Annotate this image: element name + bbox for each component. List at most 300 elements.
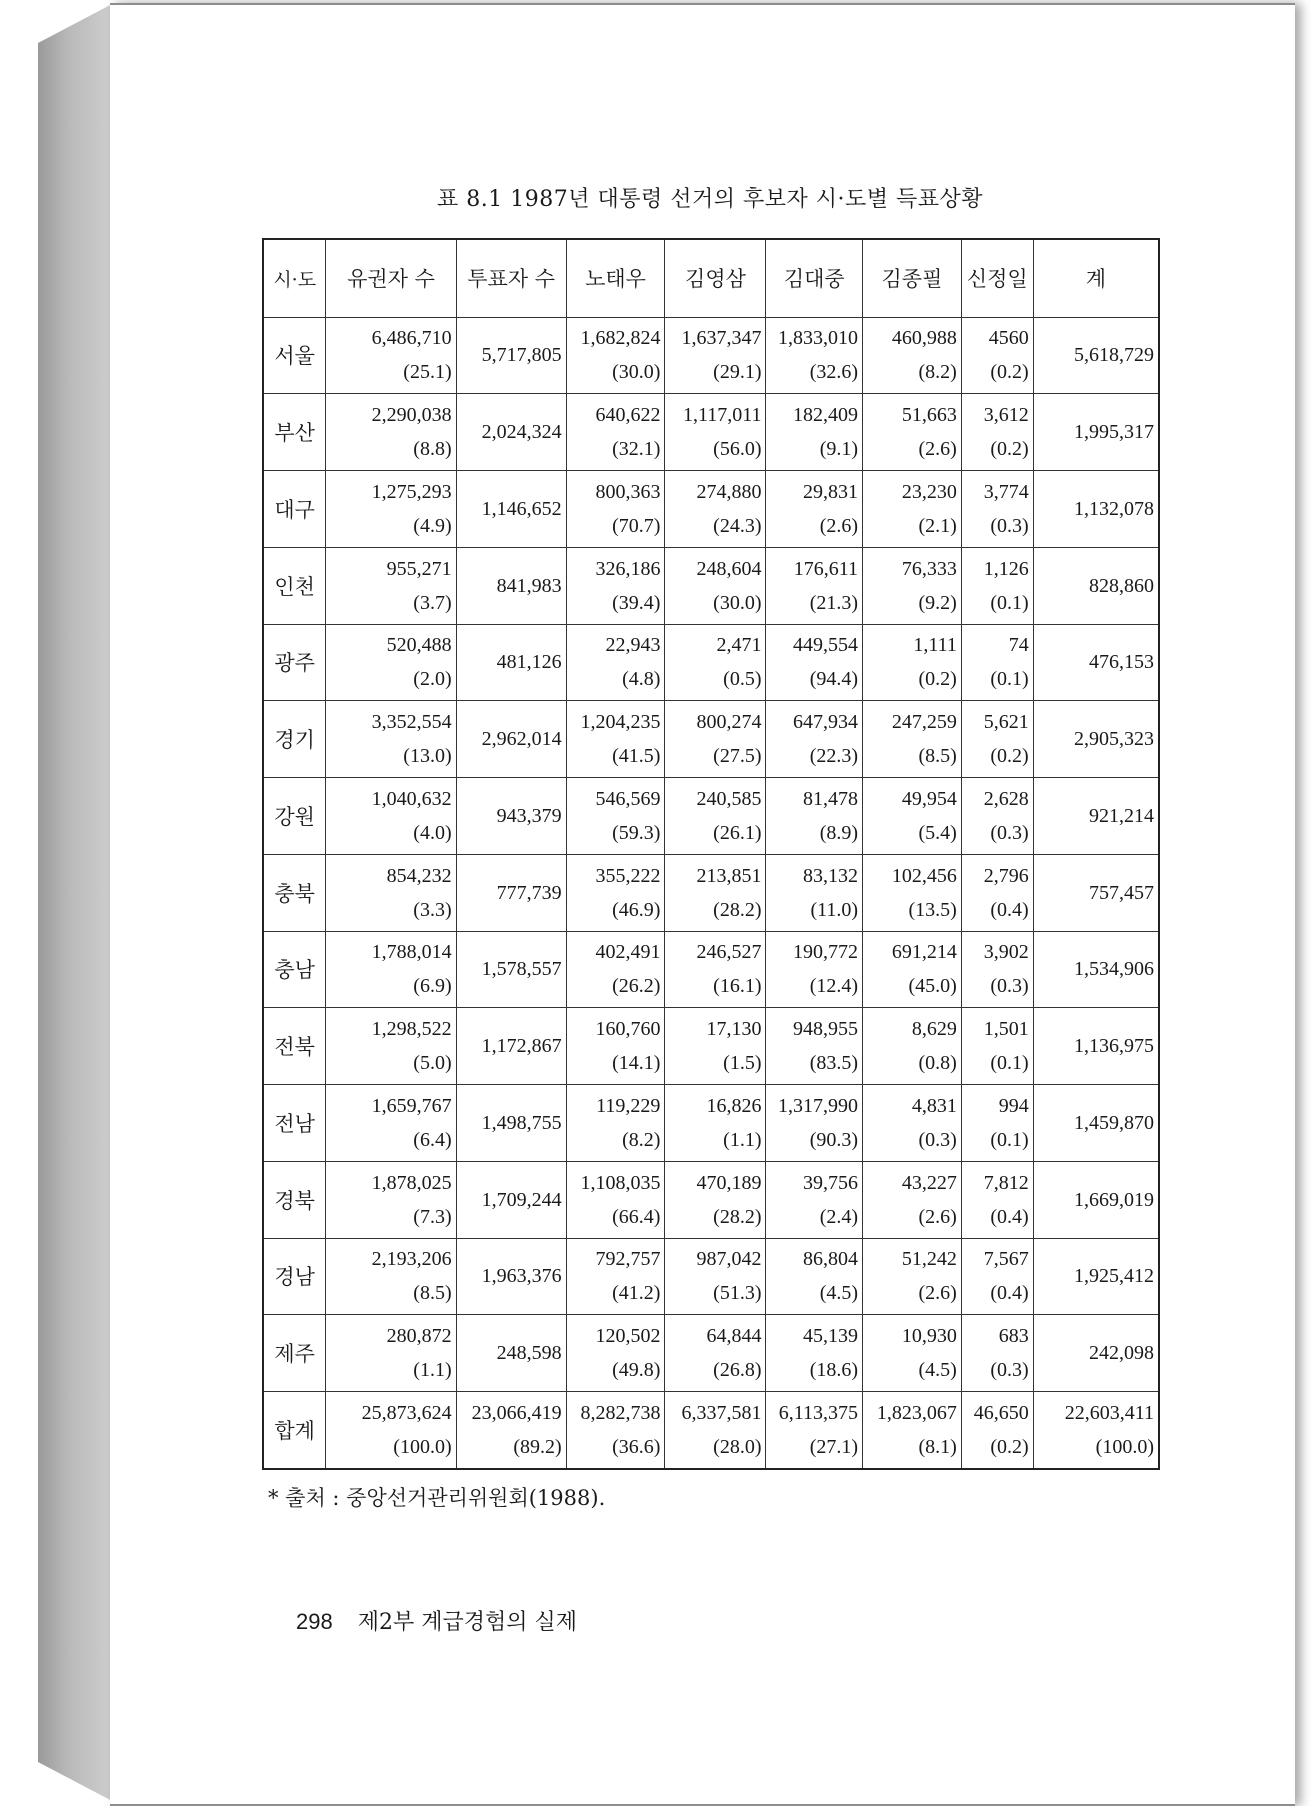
vote-count: 22,943 (605, 634, 661, 657)
region-cell: 경기 (263, 701, 326, 778)
value-cell (961, 394, 1033, 471)
vote-percent: (5.0) (413, 1052, 452, 1075)
value-cell (665, 317, 766, 394)
vote-percent: (7.3) (413, 1205, 452, 1228)
value-cell (766, 1315, 863, 1392)
vote-percent: (27.5) (713, 745, 762, 768)
value-cell (326, 471, 456, 548)
vote-percent: (28.2) (713, 1205, 762, 1228)
vote-percent: (0.3) (990, 514, 1029, 537)
vote-percent: (28.2) (713, 898, 762, 921)
vote-percent: (1.1) (723, 1128, 762, 1151)
vote-percent: (1.5) (723, 1052, 762, 1075)
vote-count: 6,337,581 (681, 1402, 762, 1424)
vote-percent: (41.2) (612, 1282, 661, 1305)
value-cell (766, 624, 863, 701)
region-cell: 충북 (263, 854, 326, 931)
value-cell (1033, 701, 1159, 778)
vote-percent: (4.0) (413, 821, 452, 844)
vote-count: 247,259 (891, 711, 957, 734)
vote-percent: (25.1) (403, 361, 452, 384)
value-cell (766, 1392, 863, 1470)
column-header: 노태우 (566, 239, 665, 317)
vote-percent: (8.5) (918, 745, 957, 768)
vote-percent: (26.1) (713, 821, 762, 844)
region-cell: 서울 (263, 317, 326, 394)
value-cell (665, 1008, 766, 1085)
vote-count: 948,955 (793, 1018, 859, 1041)
vote-percent: (18.6) (809, 1359, 859, 1382)
vote-count: 4560 (988, 327, 1029, 350)
vote-count: 402,491 (595, 941, 661, 964)
vote-count: 1,788,014 (371, 941, 452, 964)
vote-count: 45,139 (803, 1325, 859, 1348)
value-cell (1033, 1161, 1159, 1238)
page-footer (296, 1605, 577, 1636)
table-caption: 표 8.1 1987년 대통령 선거의 후보자 시·도별 득표상황 (437, 187, 983, 212)
value-cell (456, 471, 566, 548)
vote-percent: (0.1) (990, 1128, 1029, 1151)
vote-percent: (8.2) (622, 1128, 661, 1151)
vote-percent: (21.3) (809, 591, 859, 614)
value-cell (456, 547, 566, 624)
vote-percent: (32.1) (612, 438, 661, 461)
vote-count: 4,831 (911, 1094, 957, 1117)
value-cell (665, 1161, 766, 1238)
value-cell (456, 854, 566, 931)
vote-percent: (0.1) (990, 1052, 1029, 1075)
value-cell (961, 624, 1033, 701)
column-header: 김영삼 (665, 239, 766, 317)
vote-percent: (41.5) (612, 745, 661, 768)
vote-count: 6,486,710 (371, 327, 452, 350)
vote-percent: (2.0) (413, 668, 452, 691)
vote-count: 5,618,729 (1074, 344, 1154, 367)
vote-percent: (83.5) (809, 1052, 859, 1075)
vote-count: 841,983 (496, 574, 562, 597)
value-cell (566, 701, 665, 778)
value-cell (456, 1161, 566, 1238)
vote-percent: (13.0) (403, 745, 452, 768)
column-header: 계 (1033, 239, 1159, 317)
vote-count: 640,622 (595, 404, 661, 427)
vote-percent: (8.1) (918, 1436, 957, 1458)
value-cell (863, 624, 962, 701)
vote-percent: (0.4) (990, 898, 1029, 921)
vote-percent: (3.7) (413, 591, 452, 614)
table-row (263, 1315, 1159, 1392)
value-cell (665, 1392, 766, 1470)
value-cell (1033, 1392, 1159, 1470)
value-cell (456, 1085, 566, 1162)
value-cell (863, 317, 962, 394)
vote-percent: (59.3) (612, 821, 661, 844)
vote-count: 49,954 (901, 787, 957, 810)
value-cell (566, 624, 665, 701)
vote-percent: (70.7) (612, 514, 661, 537)
vote-count: 8,629 (911, 1018, 957, 1041)
vote-count: 25,873,624 (361, 1402, 452, 1424)
vote-percent: (94.4) (809, 668, 859, 691)
region-cell: 광주 (263, 624, 326, 701)
vote-count: 120,502 (595, 1325, 661, 1348)
vote-count: 51,663 (901, 404, 957, 427)
value-cell (766, 471, 863, 548)
vote-count: 16,826 (706, 1094, 762, 1117)
vote-percent: (100.0) (1095, 1436, 1154, 1458)
region-cell: 부산 (263, 394, 326, 471)
value-cell (766, 931, 863, 1008)
value-cell (961, 854, 1033, 931)
vote-count: 213,851 (696, 864, 762, 887)
column-header-region: 시·도 (263, 239, 326, 317)
vote-count: 51,242 (901, 1248, 957, 1271)
vote-percent: (32.6) (809, 361, 859, 384)
vote-percent: (0.4) (990, 1205, 1029, 1228)
value-cell (665, 1315, 766, 1392)
value-cell (961, 1238, 1033, 1315)
value-cell (1033, 471, 1159, 548)
vote-count: 3,774 (983, 480, 1029, 503)
vote-percent: (0.4) (990, 1282, 1029, 1305)
vote-count: 86,804 (803, 1248, 859, 1271)
value-cell (456, 1008, 566, 1085)
vote-count: 119,229 (596, 1094, 661, 1117)
value-cell (326, 1238, 456, 1315)
vote-count: 955,271 (386, 557, 452, 580)
value-cell (456, 1315, 566, 1392)
value-cell (326, 1008, 456, 1085)
vote-count: 757,457 (1089, 881, 1154, 904)
vote-count: 1,317,990 (778, 1094, 859, 1117)
value-cell (326, 317, 456, 394)
vote-percent: (4.9) (413, 514, 452, 537)
vote-percent: (39.4) (612, 591, 661, 614)
vote-count: 3,352,554 (371, 711, 452, 734)
table-row (263, 394, 1159, 471)
value-cell (863, 931, 962, 1008)
value-cell (1033, 317, 1159, 394)
value-cell (326, 778, 456, 855)
value-cell (456, 778, 566, 855)
value-cell (1033, 547, 1159, 624)
value-cell (961, 701, 1033, 778)
vote-count: 240,585 (696, 787, 762, 810)
vote-percent: (2.1) (918, 514, 957, 537)
vote-percent: (11.0) (810, 898, 859, 921)
vote-percent: (2.6) (918, 1282, 957, 1305)
value-cell (766, 1008, 863, 1085)
vote-percent: (0.2) (990, 361, 1029, 384)
value-cell (456, 317, 566, 394)
value-cell (766, 1238, 863, 1315)
vote-percent: (26.2) (612, 975, 661, 998)
value-cell (566, 1008, 665, 1085)
value-cell (456, 931, 566, 1008)
vote-count: 29,831 (803, 480, 859, 503)
vote-count: 2,905,323 (1074, 728, 1154, 751)
vote-count: 1,709,244 (481, 1188, 562, 1211)
region-cell: 전북 (263, 1008, 326, 1085)
vote-count: 74 (1008, 634, 1029, 657)
vote-count: 1,146,652 (481, 497, 562, 520)
value-cell (665, 624, 766, 701)
vote-percent: (4.8) (622, 668, 661, 691)
vote-percent: (51.3) (713, 1282, 762, 1305)
vote-count: 6,113,375 (778, 1402, 859, 1424)
vote-count: 10,930 (901, 1325, 957, 1348)
region-cell: 경남 (263, 1238, 326, 1315)
vote-count: 1,878,025 (371, 1171, 452, 1194)
election-results-table (262, 238, 1160, 1470)
vote-count: 248,604 (696, 557, 762, 580)
vote-percent: (8.9) (819, 821, 859, 844)
value-cell (1033, 394, 1159, 471)
vote-count: 683 (998, 1325, 1029, 1348)
vote-count: 1,136,975 (1074, 1035, 1154, 1058)
vote-count: 1,534,906 (1074, 958, 1154, 981)
vote-count: 1,172,867 (481, 1035, 562, 1058)
value-cell (961, 1008, 1033, 1085)
vote-count: 1,117,011 (682, 404, 762, 427)
vote-percent: (0.2) (990, 745, 1029, 768)
value-cell (1033, 1238, 1159, 1315)
value-cell (456, 701, 566, 778)
vote-count: 2,290,038 (371, 404, 452, 427)
value-cell (961, 778, 1033, 855)
vote-count: 8,282,738 (580, 1402, 661, 1424)
vote-percent: (24.3) (713, 514, 762, 537)
table-row (263, 854, 1159, 931)
vote-percent: (6.9) (413, 975, 452, 998)
region-cell: 제주 (263, 1315, 326, 1392)
vote-count: 691,214 (891, 941, 957, 964)
value-cell (566, 778, 665, 855)
vote-count: 246,527 (696, 941, 762, 964)
vote-count: 248,598 (496, 1342, 562, 1365)
value-cell (766, 317, 863, 394)
vote-percent: (12.4) (809, 975, 859, 998)
vote-count: 76,333 (901, 557, 957, 580)
table-header-row (263, 239, 1159, 317)
value-cell (326, 854, 456, 931)
vote-count: 1,298,522 (371, 1018, 452, 1041)
vote-count: 83,132 (803, 864, 859, 887)
value-cell (961, 547, 1033, 624)
value-cell (863, 1315, 962, 1392)
column-header: 유권자 수 (326, 239, 456, 317)
region-cell: 전남 (263, 1085, 326, 1162)
value-cell (665, 931, 766, 1008)
value-cell (863, 778, 962, 855)
value-cell (766, 854, 863, 931)
value-cell (566, 854, 665, 931)
vote-percent: (8.2) (918, 361, 957, 384)
vote-count: 2,628 (983, 787, 1029, 810)
vote-percent: (14.1) (612, 1052, 661, 1075)
value-cell (566, 394, 665, 471)
vote-count: 81,478 (803, 787, 859, 810)
vote-percent: (100.0) (393, 1436, 452, 1458)
vote-percent: (0.2) (918, 668, 957, 691)
vote-count: 449,554 (793, 634, 859, 657)
table-row (263, 1392, 1159, 1470)
table-row (263, 471, 1159, 548)
vote-count: 1,108,035 (580, 1171, 661, 1194)
value-cell (566, 1161, 665, 1238)
vote-percent: (0.3) (918, 1128, 957, 1151)
value-cell (566, 1315, 665, 1392)
value-cell (961, 1315, 1033, 1392)
vote-count: 46,650 (973, 1402, 1029, 1424)
vote-count: 1,126 (983, 557, 1029, 580)
value-cell (665, 854, 766, 931)
vote-count: 2,193,206 (371, 1248, 452, 1271)
vote-percent: (0.3) (990, 1359, 1029, 1382)
region-cell: 경북 (263, 1161, 326, 1238)
vote-percent: (5.4) (918, 821, 957, 844)
value-cell (456, 1238, 566, 1315)
vote-percent: (16.1) (713, 975, 762, 998)
vote-percent: (0.1) (990, 591, 1029, 614)
vote-count: 64,844 (706, 1325, 762, 1348)
value-cell (863, 1161, 962, 1238)
value-cell (1033, 1085, 1159, 1162)
vote-count: 39,756 (803, 1171, 859, 1194)
vote-count: 1,995,317 (1074, 421, 1154, 444)
table-row (263, 317, 1159, 394)
vote-count: 921,214 (1089, 804, 1154, 827)
vote-percent: (0.5) (723, 668, 762, 691)
vote-count: 274,880 (696, 480, 762, 503)
page-number: 298 (296, 1609, 333, 1634)
value-cell (326, 1161, 456, 1238)
column-header: 김종필 (863, 239, 962, 317)
vote-count: 242,098 (1089, 1342, 1154, 1365)
vote-count: 280,872 (386, 1325, 452, 1348)
vote-count: 647,934 (793, 711, 859, 734)
vote-count: 22,603,411 (1064, 1402, 1154, 1424)
vote-count: 470,189 (696, 1171, 762, 1194)
value-cell (665, 394, 766, 471)
vote-count: 1,659,767 (371, 1094, 452, 1117)
value-cell (566, 547, 665, 624)
value-cell (863, 547, 962, 624)
vote-count: 1,833,010 (778, 327, 859, 350)
value-cell (326, 1315, 456, 1392)
vote-count: 176,611 (793, 557, 859, 580)
value-cell (961, 1085, 1033, 1162)
value-cell (665, 1238, 766, 1315)
vote-percent: (28.0) (713, 1436, 762, 1458)
vote-percent: (0.3) (990, 821, 1029, 844)
value-cell (566, 317, 665, 394)
value-cell (863, 394, 962, 471)
vote-percent: (36.6) (612, 1436, 661, 1458)
vote-count: 476,153 (1089, 651, 1154, 674)
value-cell (326, 1392, 456, 1470)
value-cell (326, 701, 456, 778)
vote-count: 1,459,870 (1074, 1111, 1154, 1134)
vote-count: 987,042 (696, 1248, 762, 1271)
vote-count: 43,227 (901, 1171, 957, 1194)
value-cell (766, 394, 863, 471)
vote-count: 326,186 (595, 557, 661, 580)
vote-count: 2,796 (983, 864, 1029, 887)
vote-count: 1,925,412 (1074, 1265, 1154, 1288)
value-cell (326, 931, 456, 1008)
vote-percent: (89.2) (513, 1436, 562, 1458)
vote-count: 2,024,324 (481, 421, 562, 444)
value-cell (665, 547, 766, 624)
vote-percent: (22.3) (809, 745, 859, 768)
vote-percent: (0.3) (990, 975, 1029, 998)
vote-count: 3,902 (983, 941, 1029, 964)
value-cell (766, 778, 863, 855)
value-cell (1033, 931, 1159, 1008)
vote-count: 1,111 (913, 634, 957, 657)
vote-count: 1,823,067 (876, 1402, 957, 1424)
vote-percent: (49.8) (612, 1359, 661, 1382)
vote-count: 355,222 (595, 864, 661, 887)
vote-count: 777,739 (496, 881, 562, 904)
value-cell (566, 1085, 665, 1162)
value-cell (863, 1392, 962, 1470)
region-cell: 인천 (263, 547, 326, 624)
vote-percent: (8.8) (413, 438, 452, 461)
vote-percent: (9.2) (918, 591, 957, 614)
vote-percent: (6.4) (413, 1128, 452, 1151)
vote-count: 1,682,824 (580, 327, 661, 350)
value-cell (665, 701, 766, 778)
value-cell (766, 701, 863, 778)
value-cell (1033, 854, 1159, 931)
vote-percent: (27.1) (809, 1436, 859, 1458)
vote-percent: (90.3) (809, 1128, 859, 1151)
value-cell (665, 471, 766, 548)
section-title: 제2부 계급경험의 실제 (357, 1610, 577, 1635)
value-cell (1033, 1315, 1159, 1392)
value-cell (961, 931, 1033, 1008)
value-cell (766, 1085, 863, 1162)
vote-count: 828,860 (1089, 574, 1154, 597)
vote-count: 546,569 (595, 787, 661, 810)
table-row (263, 547, 1159, 624)
value-cell (961, 471, 1033, 548)
value-cell (326, 1085, 456, 1162)
table-row (263, 1238, 1159, 1315)
table-row (263, 1008, 1159, 1085)
table-row (263, 624, 1159, 701)
region-cell: 충남 (263, 931, 326, 1008)
value-cell (566, 1238, 665, 1315)
vote-count: 1,578,557 (481, 958, 562, 981)
vote-percent: (0.2) (990, 438, 1029, 461)
vote-count: 5,717,805 (481, 344, 562, 367)
vote-percent: (1.1) (413, 1359, 452, 1382)
vote-percent: (4.5) (819, 1282, 859, 1305)
table-row (263, 931, 1159, 1008)
vote-count: 2,471 (716, 634, 762, 657)
region-cell: 합계 (263, 1392, 326, 1470)
vote-count: 854,232 (386, 864, 452, 887)
vote-percent: (46.9) (612, 898, 661, 921)
value-cell (566, 931, 665, 1008)
vote-count: 520,488 (386, 634, 452, 657)
vote-count: 2,962,014 (481, 728, 562, 751)
vote-count: 1,637,347 (681, 327, 762, 350)
vote-percent: (30.0) (612, 361, 661, 384)
